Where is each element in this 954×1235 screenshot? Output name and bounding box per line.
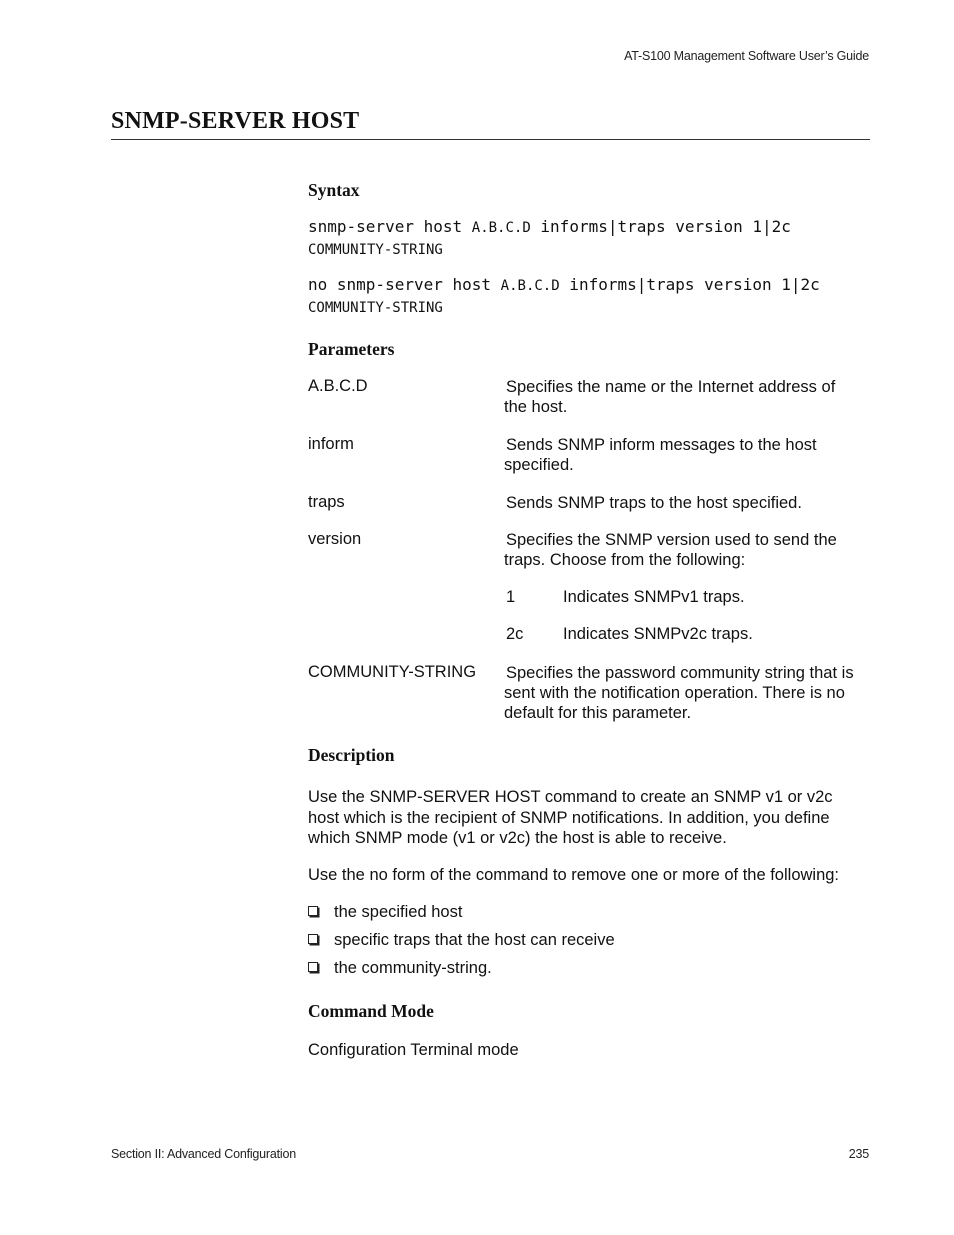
footer-section: Section II: Advanced Configuration — [111, 1147, 296, 1161]
syntax-line-2 — [308, 275, 820, 294]
param-desc-line: sent with the notification operation. There is no — [504, 684, 845, 702]
bullet-text: the community-string. — [334, 959, 492, 977]
param-desc — [504, 493, 874, 513]
param-name: traps — [308, 493, 345, 511]
version-option-value: Indicates SNMPv2c traps. — [563, 625, 753, 643]
syntax-options: informs|traps version 1|2c — [559, 275, 820, 294]
command-mode-heading: Command Mode — [308, 1001, 434, 1021]
syntax-address: A.B.C.D — [500, 278, 560, 294]
syntax-line-2-cont — [308, 297, 443, 316]
bullet-text: the specified host — [334, 903, 463, 921]
syntax-cmd: no snmp-server host — [308, 275, 501, 294]
param-desc-line: traps. Choose from the following: — [504, 551, 746, 569]
running-header: AT-S100 Management Software User’s Guide — [624, 49, 869, 63]
description-line: which SNMP mode (v1 or v2c) the host is able to receive. — [308, 829, 727, 847]
version-option-key: 2c — [506, 625, 524, 643]
syntax-line-1-cont — [308, 239, 443, 258]
syntax-cmd: snmp-server host — [308, 217, 472, 236]
param-desc-line: the host. — [504, 398, 568, 416]
description-paragraph-1 — [308, 787, 870, 849]
param-name: inform — [308, 435, 354, 453]
param-desc — [504, 377, 874, 417]
param-desc-line: Specifies the password community string that is — [506, 664, 854, 682]
bullet-text: specific traps that the host can receive — [334, 931, 615, 949]
syntax-line-1 — [308, 217, 791, 236]
checkbox-bullet-icon — [308, 906, 318, 916]
param-desc — [504, 663, 874, 723]
page-number: 235 — [848, 1147, 869, 1161]
param-desc-line: specified. — [504, 456, 574, 474]
title-rule — [111, 139, 870, 140]
param-name: version — [308, 530, 362, 548]
parameters-heading: Parameters — [308, 339, 395, 359]
syntax-community: COMMUNITY-STRING — [308, 300, 443, 316]
command-mode-text: Configuration Terminal mode — [308, 1041, 519, 1059]
checkbox-bullet-icon — [308, 962, 318, 972]
param-desc-line: Specifies the name or the Internet address of — [506, 378, 836, 396]
bullet-item — [308, 903, 462, 922]
param-name: A.B.C.D — [308, 377, 368, 395]
description-line: Use the SNMP-SERVER HOST command to create an SNMP v1 or v2c — [308, 788, 833, 806]
checkbox-bullet-icon — [308, 934, 318, 944]
syntax-address: A.B.C.D — [471, 220, 531, 236]
version-option-value: Indicates SNMPv1 traps. — [563, 588, 745, 606]
param-desc-line: Specifies the SNMP version used to send the — [506, 531, 837, 549]
syntax-community: COMMUNITY-STRING — [308, 242, 443, 258]
param-desc-line: Sends SNMP inform messages to the host — [506, 436, 817, 454]
param-name: COMMUNITY-STRING — [308, 663, 477, 681]
description-line: host which is the recipient of SNMP notifications. In addition, you define — [308, 808, 830, 827]
bullet-item — [308, 959, 492, 978]
syntax-heading: Syntax — [308, 180, 360, 200]
syntax-options: informs|traps version 1|2c — [530, 217, 791, 236]
param-desc-line: Sends SNMP traps to the host specified. — [506, 494, 802, 512]
param-desc — [504, 530, 874, 570]
description-paragraph-2: Use the no form of the command to remove one or more of the following: — [308, 866, 840, 884]
description-heading: Description — [308, 745, 395, 765]
bullet-item — [308, 931, 615, 950]
param-desc-line: default for this parameter. — [504, 704, 692, 722]
param-desc — [504, 435, 874, 475]
version-option-key: 1 — [506, 588, 516, 606]
page-title: SNMP-SERVER HOST — [111, 108, 360, 134]
